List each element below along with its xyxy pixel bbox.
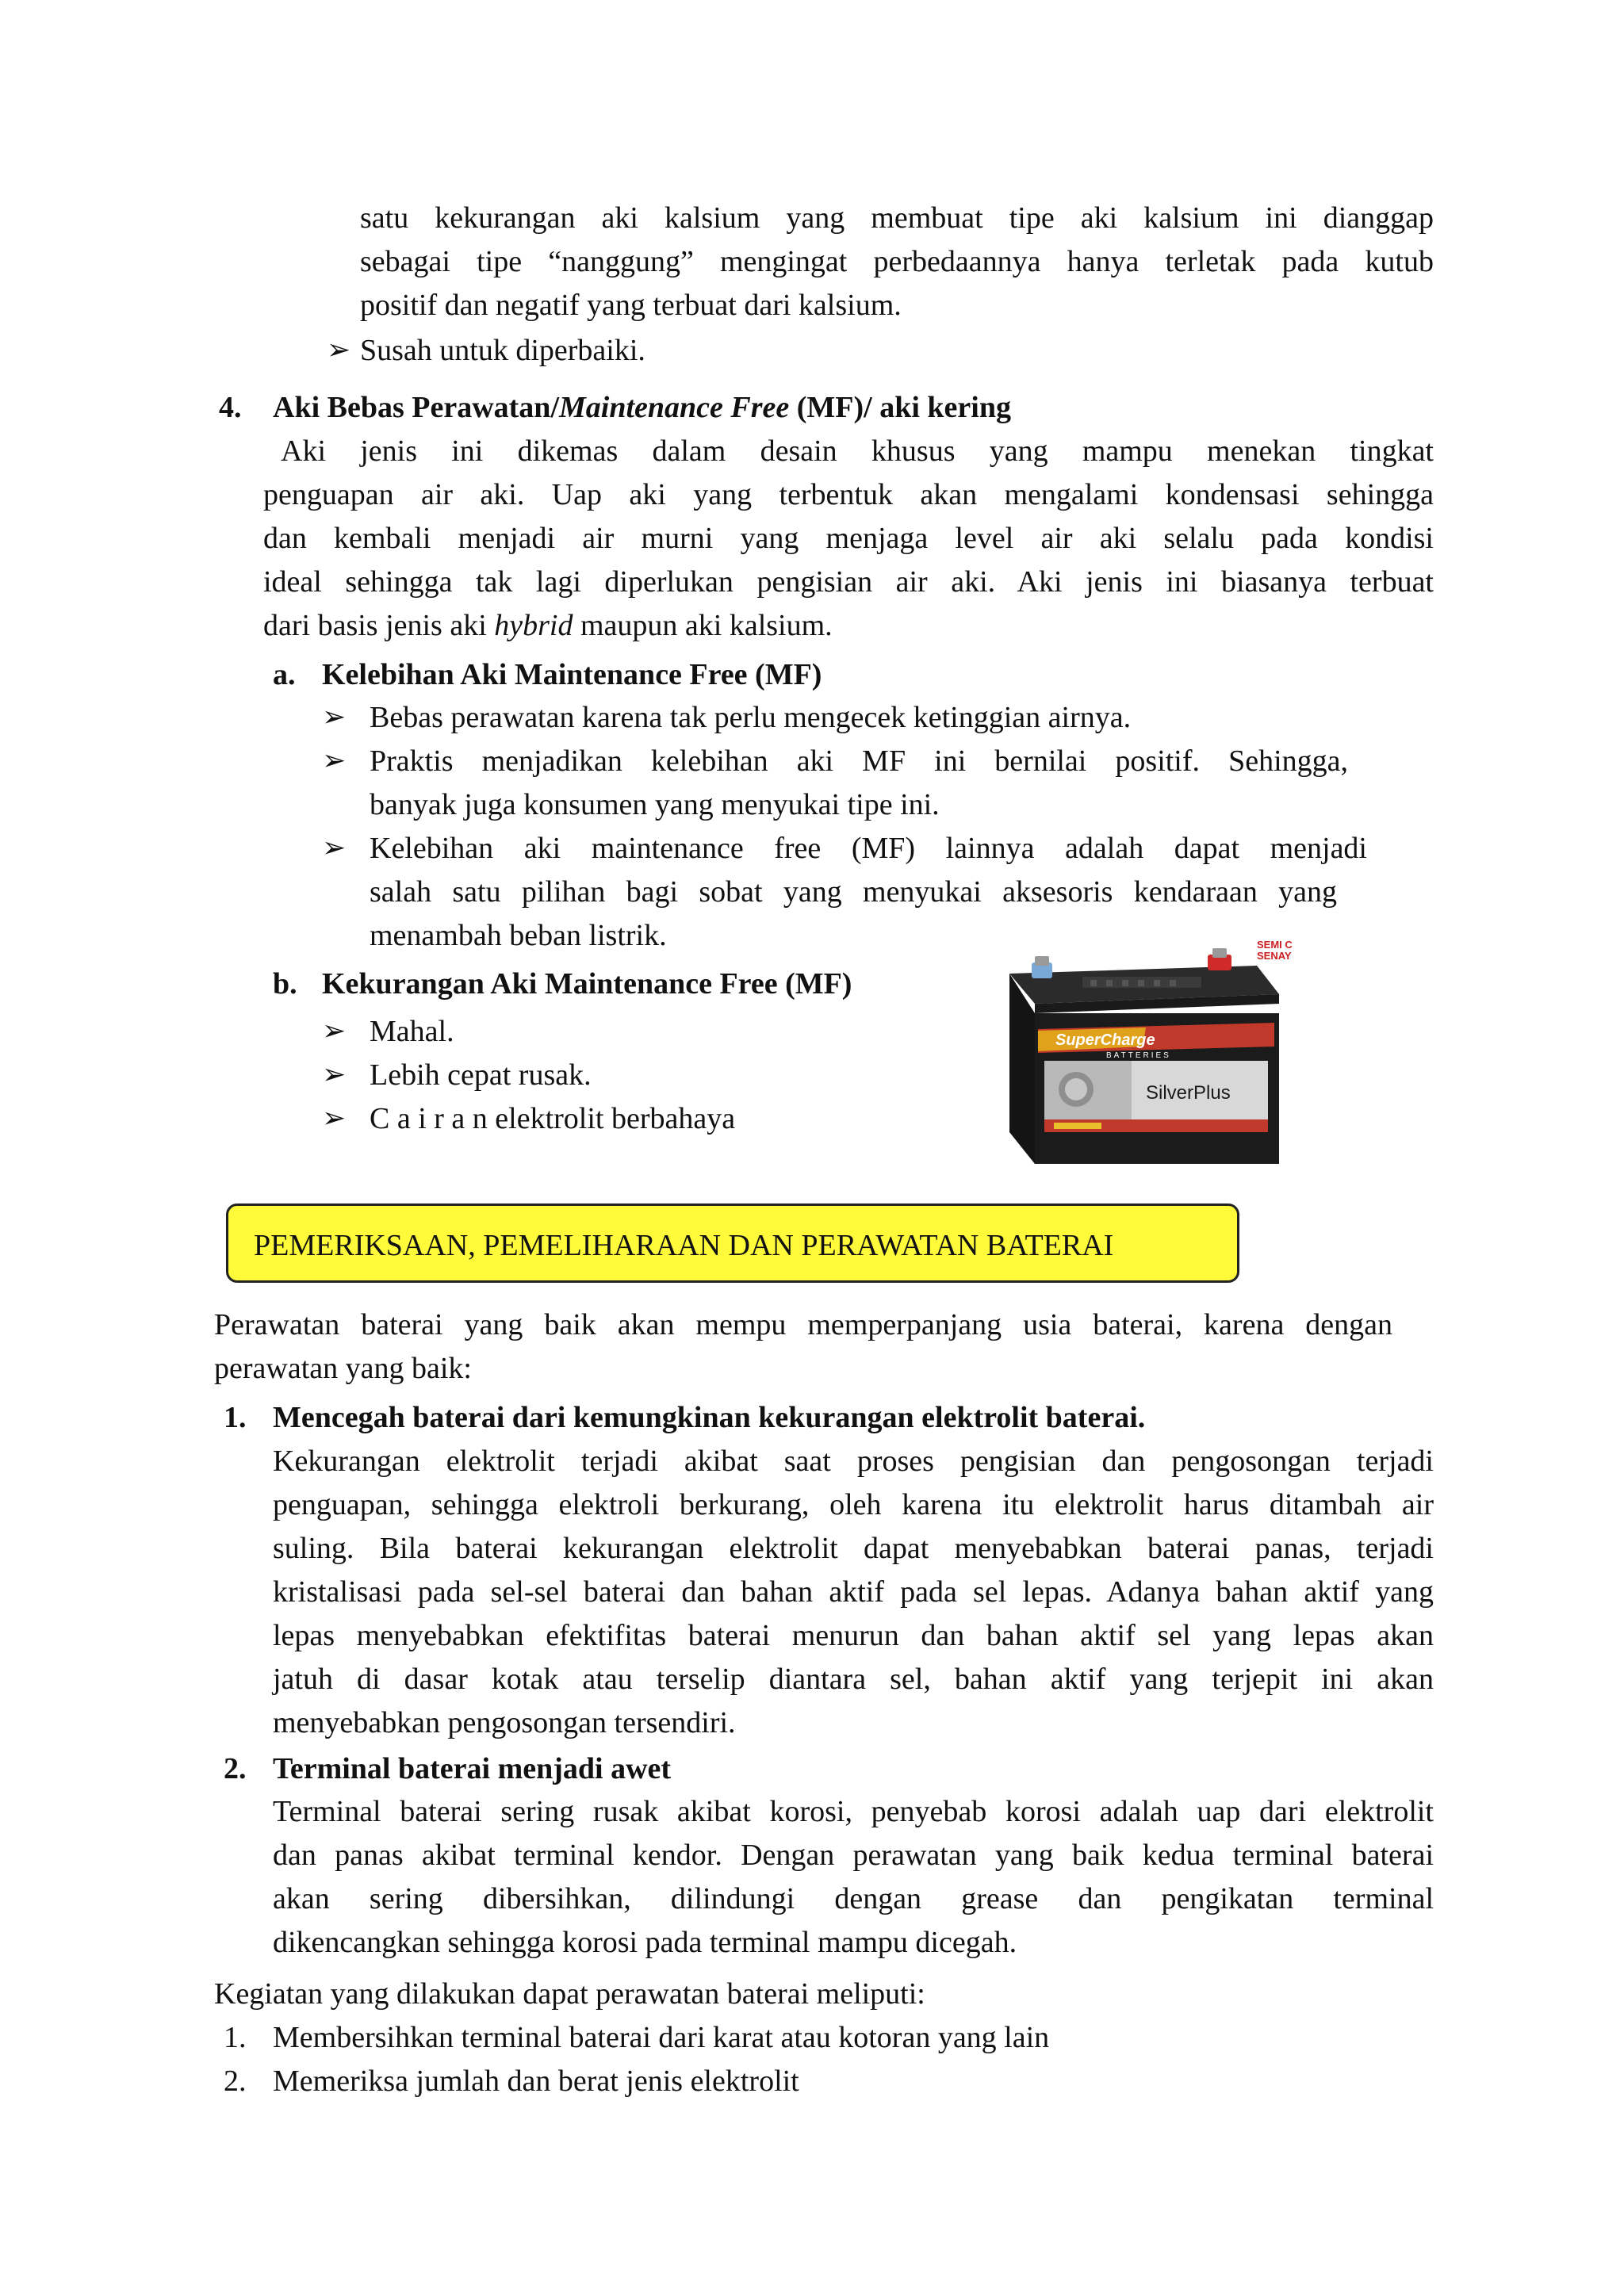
paragraph-line: dari basis jenis aki hybrid maupun aki kalsium. (263, 609, 833, 642)
sub-label: b. (273, 967, 297, 1001)
list-number: 1. (224, 2021, 247, 2054)
bullet-arrow-icon: ➢ (322, 1015, 347, 1047)
bullet-text: C a i r a n elektrolit berbahaya (370, 1102, 736, 1135)
bullet-text: salah satu pilihan bagi sobat yang menyukai aksesoris kendaraan yang (370, 875, 1337, 909)
section-heading: Aki Bebas Perawatan/Maintenance Free (MF)/ aki kering (273, 391, 1011, 424)
bullet-arrow-icon: ➢ (322, 701, 347, 733)
paragraph-line: positif dan negatif yang terbuat dari kalsium. (360, 289, 902, 322)
paragraph-line: menyebabkan pengosongan tersendiri. (273, 1706, 736, 1739)
paragraph-line: Kekurangan elektrolit terjadi akibat saat proses pengisian dan pengosongan terjadi (273, 1445, 1434, 1478)
paragraph-line: lepas menyebabkan efektifitas baterai menurun dan bahan aktif sel yang lepas akan (273, 1619, 1434, 1652)
section-number: 4. (219, 391, 242, 424)
paragraph-line: kristalisasi pada sel-sel baterai dan bahan aktif pada sel lepas. Adanya bahan aktif yang (273, 1575, 1434, 1609)
battery-brand: SuperCharge (1055, 1031, 1155, 1049)
battery-image (987, 928, 1297, 1173)
paragraph-line: Aki jenis ini dikemas dalam desain khusus yang mampu menekan tingkat (281, 434, 1434, 468)
bullet-arrow-icon: ➢ (322, 832, 347, 863)
item-number: 2. (224, 1752, 247, 1785)
paragraph-line: sebagai tipe “nanggung” mengingat perbedaannya hanya terletak pada kutub (360, 245, 1434, 278)
paragraph-line: perawatan yang baik: (214, 1352, 472, 1385)
bullet-text: Kelebihan aki maintenance free (MF) lainnya adalah dapat menjadi (370, 832, 1367, 865)
paragraph-line: satu kekurangan aki kalsium yang membuat tipe aki kalsium ini dianggap (360, 201, 1434, 235)
banner-title: PEMERIKSAAN, PEMELIHARAAN DAN PERAWATAN BATERAI (254, 1229, 1114, 1262)
bullet-text: Bebas perawatan karena tak perlu mengecek ketinggian airnya. (370, 701, 1132, 734)
paragraph-line: akan sering dibersihkan, dilindungi dengan grease dan pengikatan terminal (273, 1882, 1434, 1915)
bullet-text: banyak juga konsumen yang menyukai tipe ini. (370, 788, 940, 821)
bullet-arrow-icon: ➢ (322, 1102, 347, 1134)
bullet-text: Lebih cepat rusak. (370, 1058, 592, 1092)
paragraph-line: Perawatan baterai yang baik akan mempu memperpanjang usia baterai, karena dengan (214, 1308, 1392, 1341)
battery-illustration (987, 928, 1297, 1173)
bullet-arrow-icon: ➢ (322, 1058, 347, 1090)
bullet-text: Susah untuk diperbaiki. (360, 334, 645, 367)
sub-heading: Kekurangan Aki Maintenance Free (MF) (322, 967, 852, 1001)
paragraph-line: penguapan air aki. Uap aki yang terbentuk akan mengalami kondensasi sehingga (263, 478, 1434, 511)
paragraph-line: dan kembali menjadi air murni yang menjaga level air aki selalu pada kondisi (263, 522, 1434, 555)
list-number: 2. (224, 2064, 247, 2098)
battery-model: SilverPlus (1146, 1082, 1231, 1104)
paragraph-line: ideal sehingga tak lagi diperlukan pengisian air aki. Aki jenis ini biasanya terbuat (263, 565, 1434, 599)
list-item: Membersihkan terminal baterai dari karat atau kotoran yang lain (273, 2021, 1050, 2054)
paragraph-line: suling. Bila baterai kekurangan elektrolit dapat menyebabkan baterai panas, terjadi (273, 1532, 1434, 1565)
bullet-text: menambah beban listrik. (370, 919, 667, 952)
bullet-text: Praktis menjadikan kelebihan aki MF ini bernilai positif. Sehingga, (370, 744, 1348, 778)
battery-line: BATTERIES (1106, 1051, 1171, 1060)
paragraph-line: Terminal baterai sering rusak akibat korosi, penyebab korosi adalah uap dari elektrolit (273, 1795, 1434, 1828)
paragraph-line: dikencangkan sehingga korosi pada terminal mampu dicegah. (273, 1926, 1017, 1959)
bullet-text: Mahal. (370, 1015, 454, 1048)
bullet-arrow-icon: ➢ (322, 744, 347, 776)
list-item: Memeriksa jumlah dan berat jenis elektrolit (273, 2064, 799, 2098)
paragraph-line: penguapan, sehingga elektroli berkurang, oleh karena itu elektrolit harus ditambah air (273, 1488, 1434, 1521)
item-heading: Terminal baterai menjadi awet (273, 1752, 672, 1785)
paragraph-line: dan panas akibat terminal kendor. Dengan perawatan yang baik kedua terminal baterai (273, 1839, 1434, 1872)
paragraph-line: Kegiatan yang dilakukan dapat perawatan baterai meliputi: (214, 1977, 925, 2011)
sub-label: a. (273, 658, 296, 691)
sub-heading: Kelebihan Aki Maintenance Free (MF) (322, 658, 822, 691)
corner-tag: SENAY (1257, 950, 1292, 962)
item-number: 1. (224, 1401, 247, 1434)
item-heading: Mencegah baterai dari kemungkinan kekurangan elektrolit baterai. (273, 1401, 1146, 1434)
paragraph-line: jatuh di dasar kotak atau terselip diantara sel, bahan aktif yang terjepit ini akan (273, 1663, 1434, 1696)
section-banner (226, 1203, 1239, 1283)
bullet-arrow-icon: ➢ (327, 334, 351, 365)
corner-tag: SEMI C (1257, 939, 1293, 951)
